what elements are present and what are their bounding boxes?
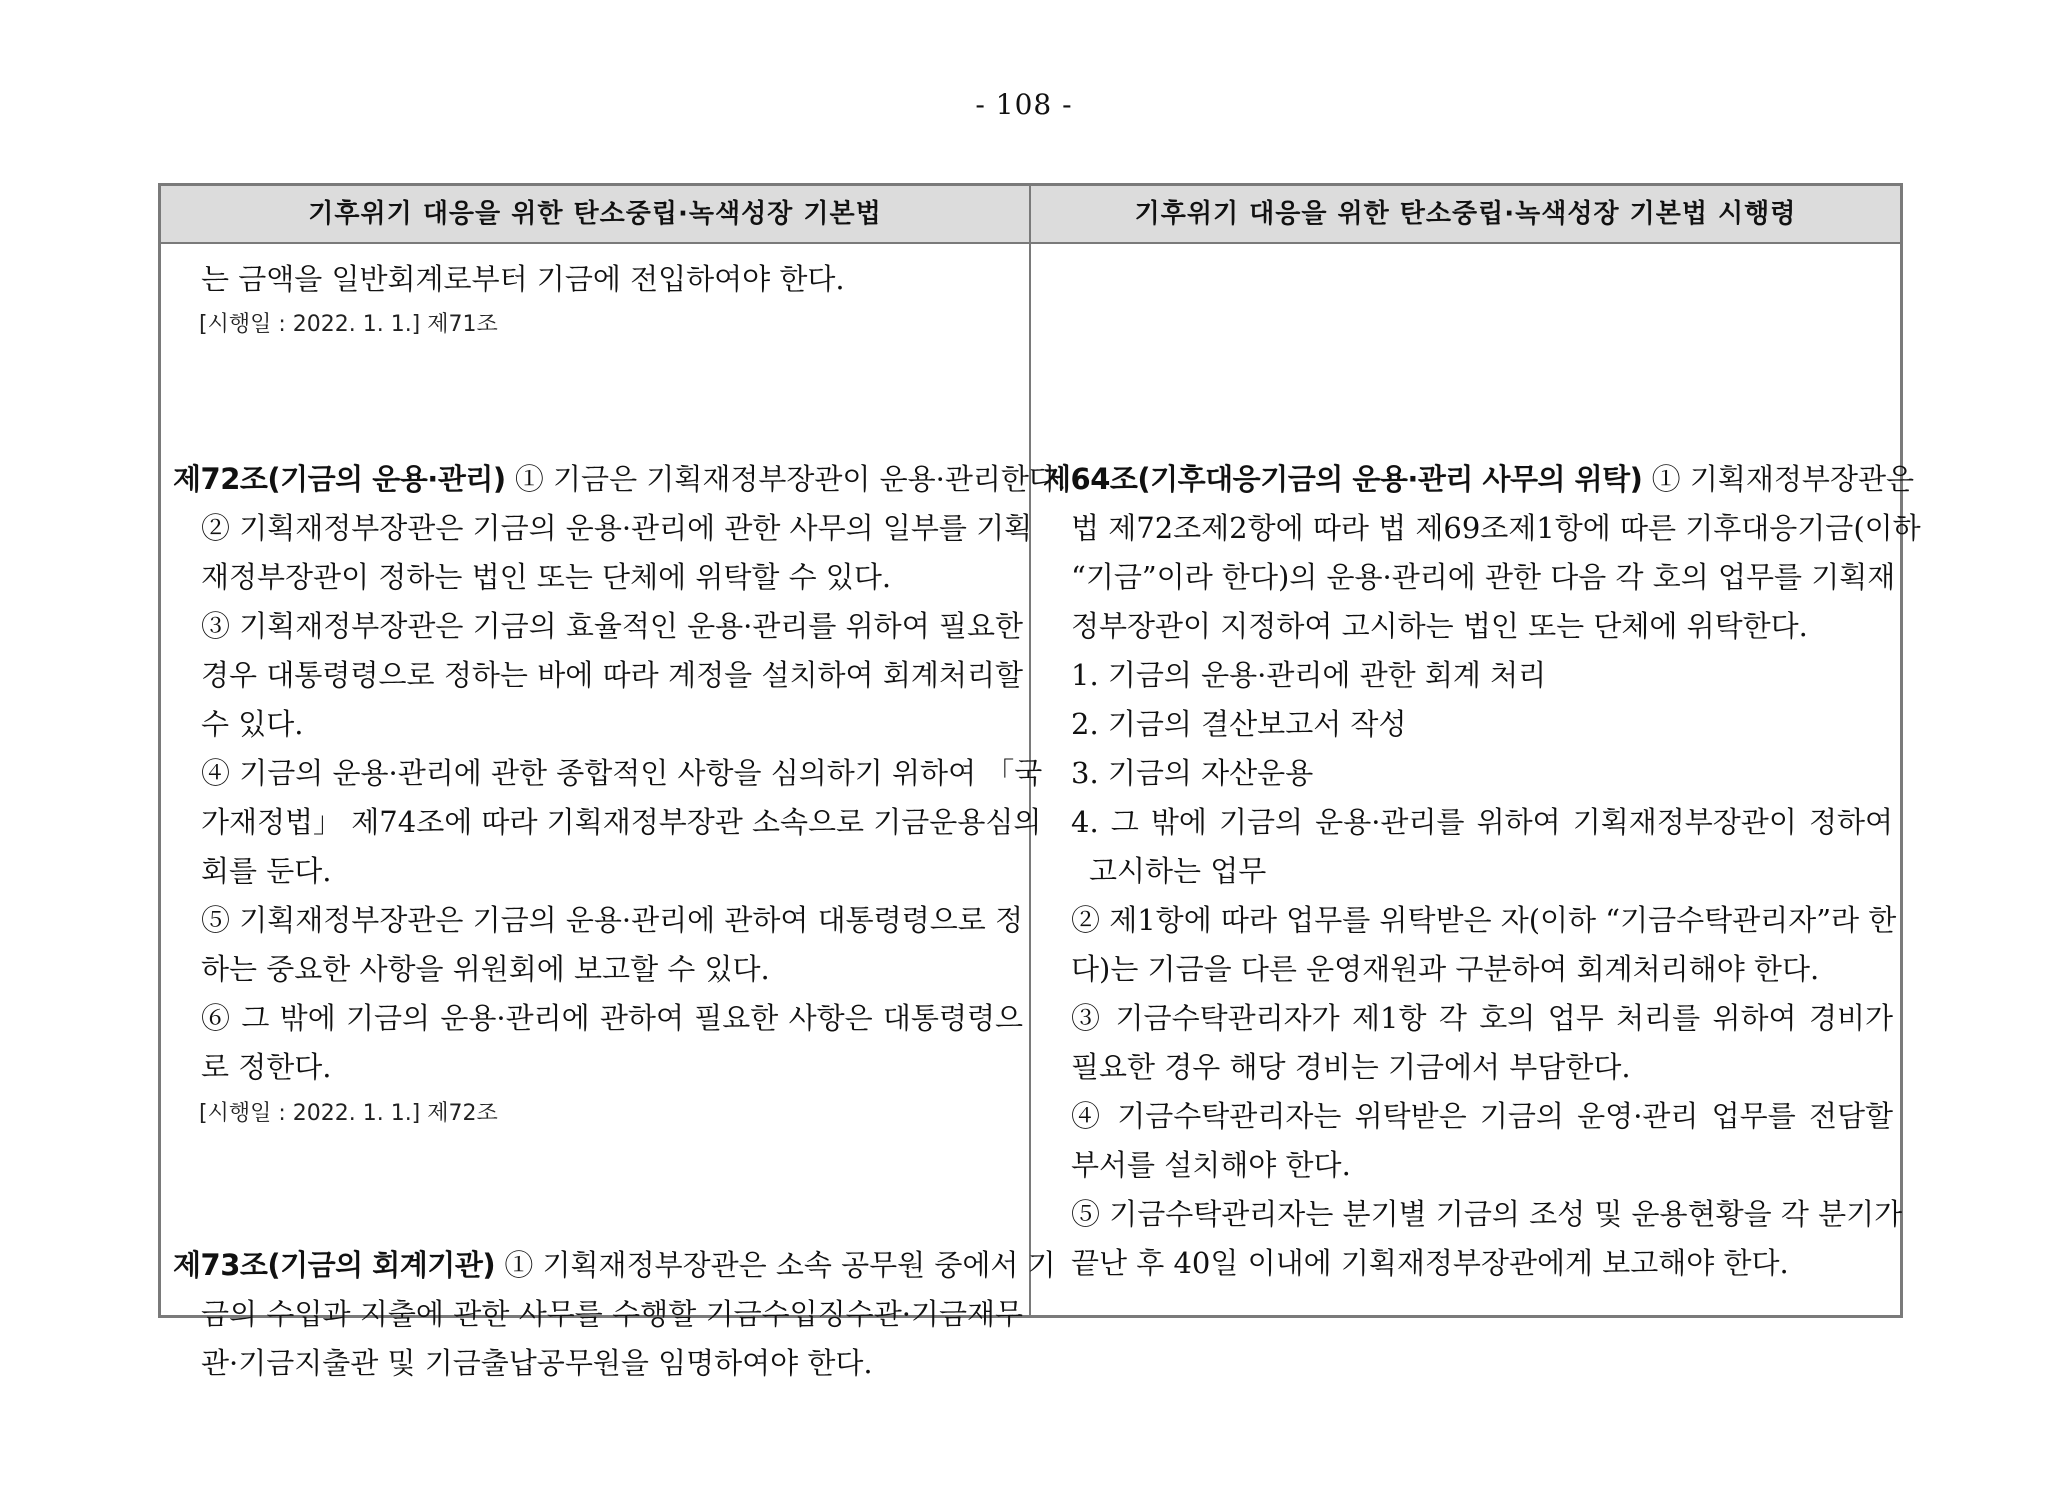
article-72-line: ⑥ 그 밖에 기금의 운용·관리에 관하여 필요한 사항은 대통령령으	[201, 1001, 1023, 1035]
article-64-para-1: ① 기획재정부장관은	[1651, 462, 1914, 496]
item-4: 4. 그 밖에 기금의 운용·관리를 위하여 기획재정부장관이 정하여	[1071, 805, 1893, 839]
article-64-para-2-continued: 다)는 기금을 다른 운영재원과 구분하여 회계처리해야 한다.	[1071, 952, 1820, 986]
continued-text-line: 는 금액을 일반회계로부터 기금에 전입하여야 한다.	[201, 262, 845, 296]
article-64-para-5-continued: 끝난 후 40일 이내에 기획재정부장관에게 보고해야 한다.	[1071, 1246, 1789, 1280]
comparison-table	[158, 183, 1921, 1380]
article-64-title: 제64조(기후대응기금의 운용·관리 사무의 위탁)	[1043, 462, 1643, 496]
article-72-line: ⑤ 기획재정부장관은 기금의 운용·관리에 관하여 대통령령으로 정	[201, 903, 1023, 937]
page-number: - 108 -	[975, 88, 1073, 121]
article-64-para-4-continued: 부서를 설치해야 한다.	[1071, 1148, 1351, 1182]
header-act: 기후위기 대응을 위한 탄소중립·녹색성장 기본법	[308, 199, 882, 229]
article-72-title: 제72조(기금의 운용·관리)	[173, 462, 506, 496]
article-64-line: “기금”이라 한다)의 운용·관리에 관한 다음 각 호의 업무를 기획재	[1071, 560, 1896, 594]
article-64-para-3: ③ 기금수탁관리자가 제1항 각 호의 업무 처리를 위하여 경비가	[1071, 1001, 1893, 1035]
article-72-para-1: ① 기금은 기획재정부장관이 운용·관리한다.	[514, 462, 1067, 496]
article-72-line: 경우 대통령령으로 정하는 바에 따라 계정을 설치하여 회계처리할	[201, 658, 1023, 692]
article-72-line: 수 있다.	[201, 707, 304, 741]
article-73-line: 관·기금지출관 및 기금출납공무원을 임명하여야 한다.	[201, 1346, 873, 1380]
item-4-continued: 고시하는 업무	[1089, 854, 1267, 888]
decree-column	[1043, 244, 1921, 1315]
article-72-line: ④ 기금의 운용·관리에 관한 종합적인 사항을 심의하기 위하여 「국	[201, 756, 1043, 790]
article-73-first-line	[173, 1248, 1056, 1282]
item-1: 1. 기금의 운용·관리에 관한 회계 처리	[1071, 658, 1547, 692]
article-73-line: 금의 수입과 지출에 관한 사무를 수행할 기금수입징수관·기금재무	[201, 1297, 1023, 1331]
article-73-title: 제73조(기금의 회계기관)	[173, 1248, 496, 1282]
article-64-first-line	[1043, 462, 1914, 496]
article-64-para-5: ⑤ 기금수탁관리자는 분기별 기금의 조성 및 운용현황을 각 분기가	[1071, 1197, 1903, 1231]
header-enforcement-decree: 기후위기 대응을 위한 탄소중립·녹색성장 기본법 시행령	[1134, 199, 1797, 229]
article-72-line: ② 기획재정부장관은 기금의 운용·관리에 관한 사무의 일부를 기획	[201, 511, 1033, 545]
effective-date-note-72: [시행일 : 2022. 1. 1.] 제72조	[199, 1101, 498, 1126]
article-72-line: 가재정법」 제74조에 따라 기획재정부장관 소속으로 기금운용심의	[201, 805, 1042, 839]
article-64-para-3-continued: 필요한 경우 해당 경비는 기금에서 부담한다.	[1071, 1050, 1631, 1084]
item-2: 2. 기금의 결산보고서 작성	[1071, 707, 1407, 741]
article-72-line: 재정부장관이 정하는 법인 또는 단체에 위탁할 수 있다.	[201, 560, 892, 594]
act-column	[173, 244, 1067, 1380]
effective-date-note-71: [시행일 : 2022. 1. 1.] 제71조	[199, 312, 498, 337]
article-64-line: 법 제72조제2항에 따라 법 제69조제1항에 따른 기후대응기금(이하	[1071, 511, 1921, 545]
article-72-line: 하는 중요한 사항을 위원회에 보고할 수 있다.	[201, 952, 770, 986]
article-64-line: 정부장관이 지정하여 고시하는 법인 또는 단체에 위탁한다.	[1071, 609, 1808, 643]
article-72-first-line	[173, 462, 1067, 496]
item-3: 3. 기금의 자산운용	[1071, 756, 1314, 790]
article-72-line: ③ 기획재정부장관은 기금의 효율적인 운용·관리를 위하여 필요한	[201, 609, 1023, 643]
column-divider	[1029, 186, 1031, 1315]
article-73-para-1: ① 기획재정부장관은 소속 공무원 중에서 기	[504, 1248, 1056, 1282]
article-72-line: 회를 둔다.	[201, 854, 332, 888]
article-64-para-4: ④ 기금수탁관리자는 위탁받은 기금의 운영·관리 업무를 전담할	[1071, 1099, 1893, 1133]
article-72-line: 로 정한다.	[201, 1050, 332, 1084]
article-64-para-2: ② 제1항에 따라 업무를 위탁받은 자(이하 “기금수탁관리자”라 한	[1071, 903, 1897, 937]
